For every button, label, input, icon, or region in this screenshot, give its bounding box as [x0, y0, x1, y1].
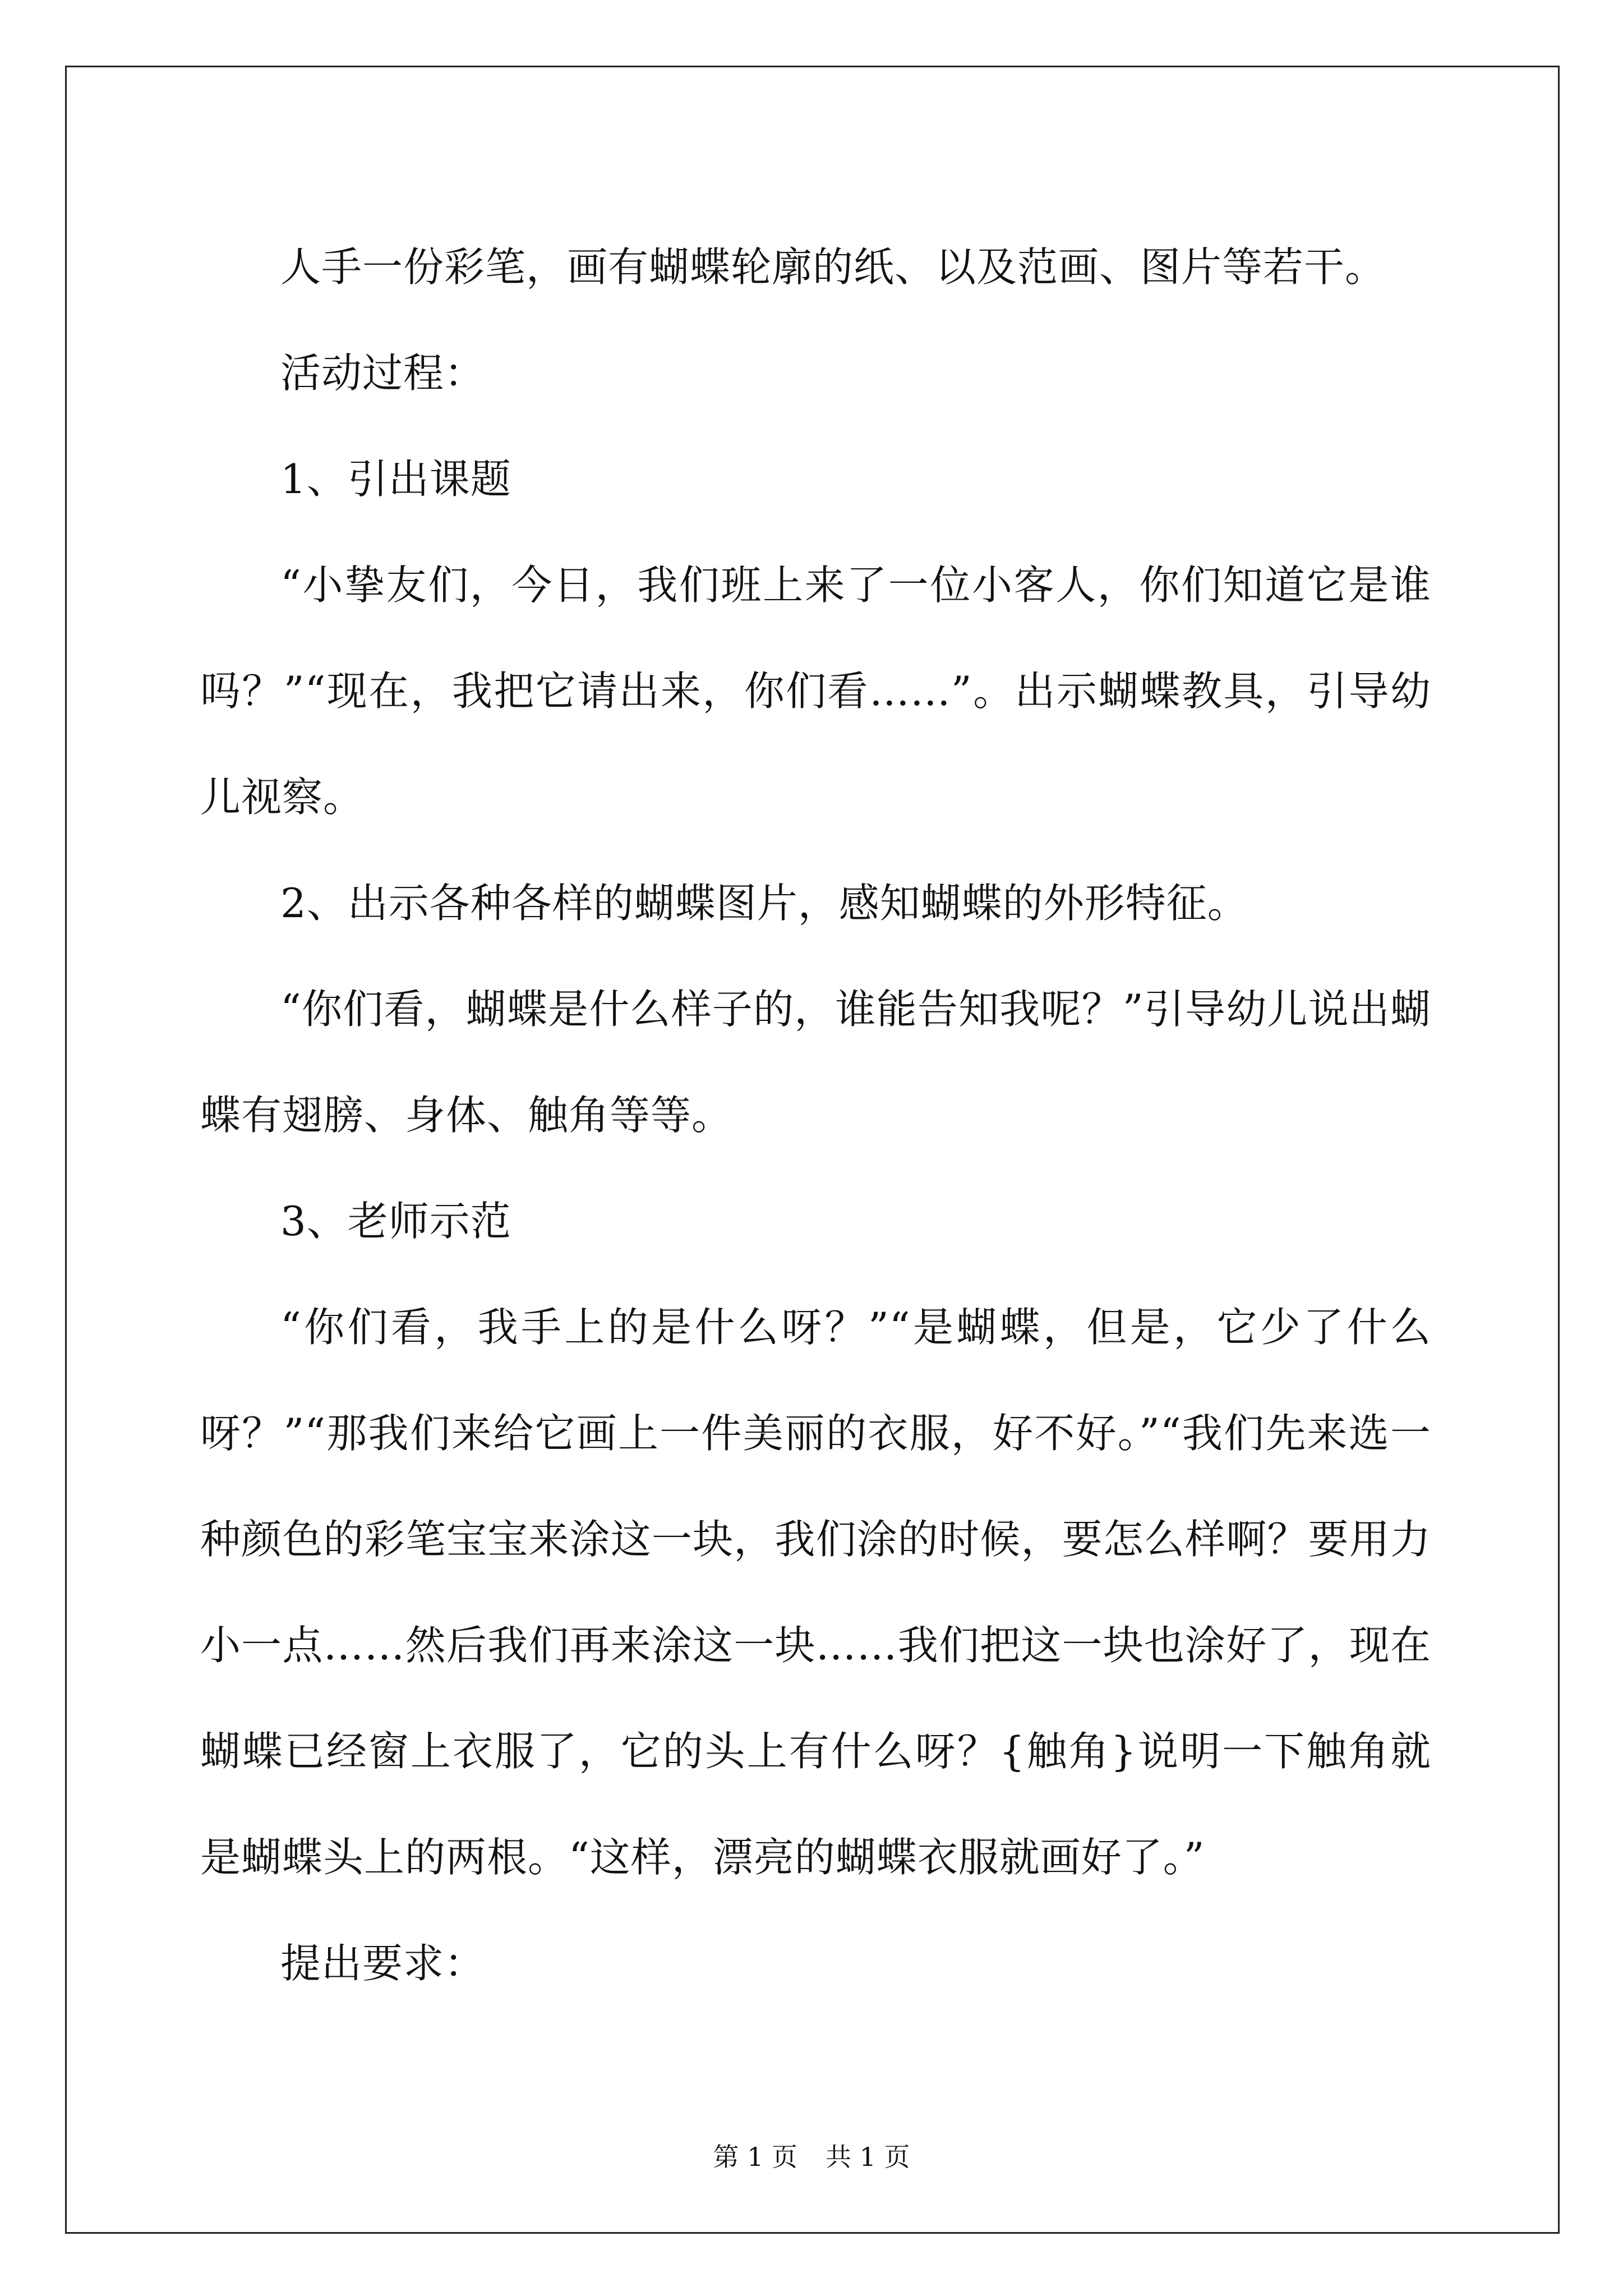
paragraph-step-1: 1、引出课题 [280, 455, 511, 503]
paragraph-step-2: 2、出示各种各样的蝴蝶图片，感知蝴蝶的外形特征。 [280, 880, 1248, 927]
page-number: 第 1 页 [713, 2142, 797, 2172]
page-total: 共 1 页 [826, 2142, 910, 2172]
paragraph-activity-heading: 活动过程： [280, 349, 486, 397]
page-footer [0, 2140, 1623, 2174]
paragraph-step-2-dialogue: “你们看，蝴蝶是什么样子的，谁能告知我呢？”引导幼儿说出蝴蝶有翅膀、身体、触角等等。 [200, 986, 1431, 1139]
paragraph-materials: 人手一份彩笔，画有蝴蝶轮廓的纸、以及范画、图片等若干。 [280, 243, 1386, 291]
paragraph-step-3: 3、老师示范 [280, 1198, 511, 1245]
paragraph-step-3-dialogue: “你们看，我手上的是什么呀？”“是蝴蝶，但是，它少了什么呀？”“那我们来给它画上一件美丽的衣服，好不好。”“我们先来选一种颜色的彩笔宝宝来涂这一块，我们涂的时候，要怎么样啊？要用力小一点……然后我们再来涂这一块……我们把这一块也涂好了，现在蝴蝶已经窗上衣服了，它的头上有什么呀？{触角}说明一下触角就是蝴蝶头上的两根。“这样，漂亮的蝴蝶衣服就画好了。” [200, 1304, 1431, 1881]
document-body [200, 214, 1431, 2017]
paragraph-requirements: 提出要求： [280, 1940, 486, 1987]
paragraph-step-1-dialogue: “小挚友们，今日，我们班上来了一位小客人，你们知道它是谁吗？”“现在，我把它请出来，你们看……”。出示蝴蝶教具，引导幼儿视察。 [200, 562, 1431, 821]
